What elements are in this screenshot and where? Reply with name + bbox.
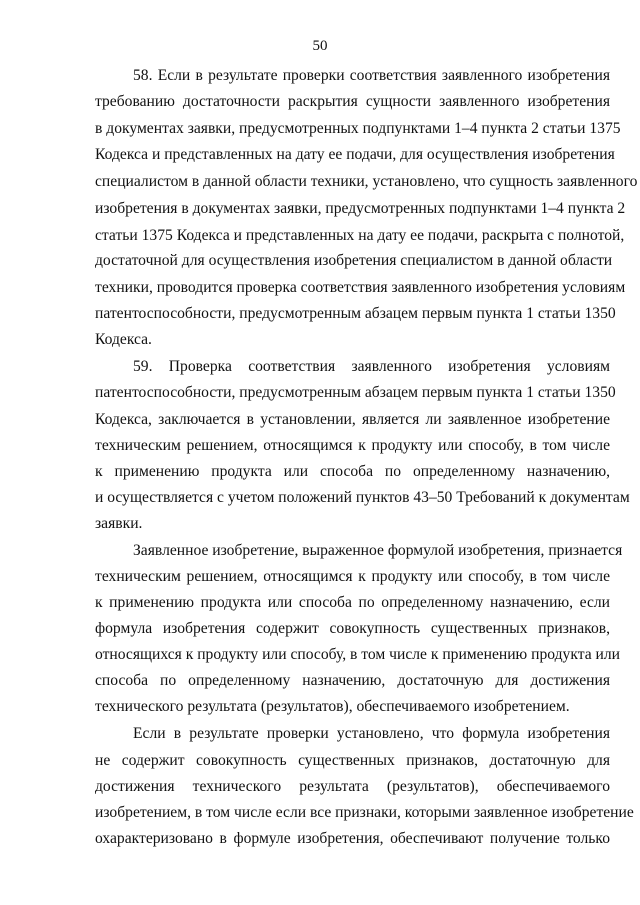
text-line: достаточной для осуществления изобретения специалистом в данной области — [95, 252, 613, 269]
text-line: Кодекса и представленных на дату ее подачи, для осуществления изобретения — [95, 146, 615, 163]
text-line: технического результата (результатов), обеспечиваемого изобретением. — [95, 698, 570, 715]
text-line: изобретения в документах заявки, предусмотренных подпунктами 1–4 пункта 2 — [95, 200, 626, 217]
text-line: охарактеризовано в формуле изобретения, обеспечивают получение только — [95, 830, 610, 847]
text-line: способа по определенному назначению, достаточную для достижения — [95, 672, 610, 689]
text-line: заявки. — [95, 515, 143, 532]
text-line: техническим решением, относящимся к продукту или способу, в том числе — [95, 437, 610, 454]
text-line: техники, проводится проверка соответствия заявленного изобретения условиям — [95, 279, 626, 296]
text-line: и осуществляется с учетом положений пунктов 43–50 Требований к документам — [95, 489, 630, 506]
text-line: относящихся к продукту или способу, в том числе к применению продукта или — [95, 646, 620, 663]
text-line: формула изобретения содержит совокупность существенных признаков, — [95, 620, 610, 637]
text-line: Кодекса. — [95, 331, 152, 348]
text-line: изобретением, в том числе если все признаки, которыми заявленное изобретение — [95, 804, 634, 821]
text-line: Кодекса, заключается в установлении, является ли заявленное изобретение — [95, 411, 610, 428]
text-line: техническим решением, относящимся к продукту или способу, в том числе — [95, 568, 610, 585]
text-line: статьи 1375 Кодекса и представленных на дату ее подачи, раскрыта с полнотой, — [95, 227, 625, 244]
text-line: к применению продукта или способа по определенному назначению, — [95, 463, 610, 480]
text-line: в документах заявки, предусмотренных подпунктами 1–4 пункта 2 статьи 1375 — [95, 120, 621, 137]
text-line: к применению продукта или способа по определенному назначению, если — [95, 594, 610, 611]
text-line: требованию достаточности раскрытия сущности заявленного изобретения — [95, 93, 610, 110]
page-number: 50 — [312, 38, 328, 54]
text-line: патентоспособности, предусмотренным абзацем первым пункта 1 статьи 1350 — [95, 305, 616, 322]
text-line: 59. Проверка соответствия заявленного изобретения условиям — [133, 358, 610, 375]
text-line: патентоспособности, предусмотренным абзацем первым пункта 1 статьи 1350 — [95, 384, 616, 401]
text-line: 58. Если в результате проверки соответствия заявленного изобретения — [133, 67, 610, 84]
text-line: достижения технического результата (результатов), обеспечиваемого — [95, 778, 610, 795]
text-line: Заявленное изобретение, выраженное формулой изобретения, признается — [133, 542, 623, 559]
text-line: не содержит совокупность существенных признаков, достаточную для — [95, 752, 610, 769]
text-line: Если в результате проверки установлено, что формула изобретения — [133, 725, 610, 742]
text-line: специалистом в данной области техники, установлено, что сущность заявленного — [95, 173, 638, 190]
